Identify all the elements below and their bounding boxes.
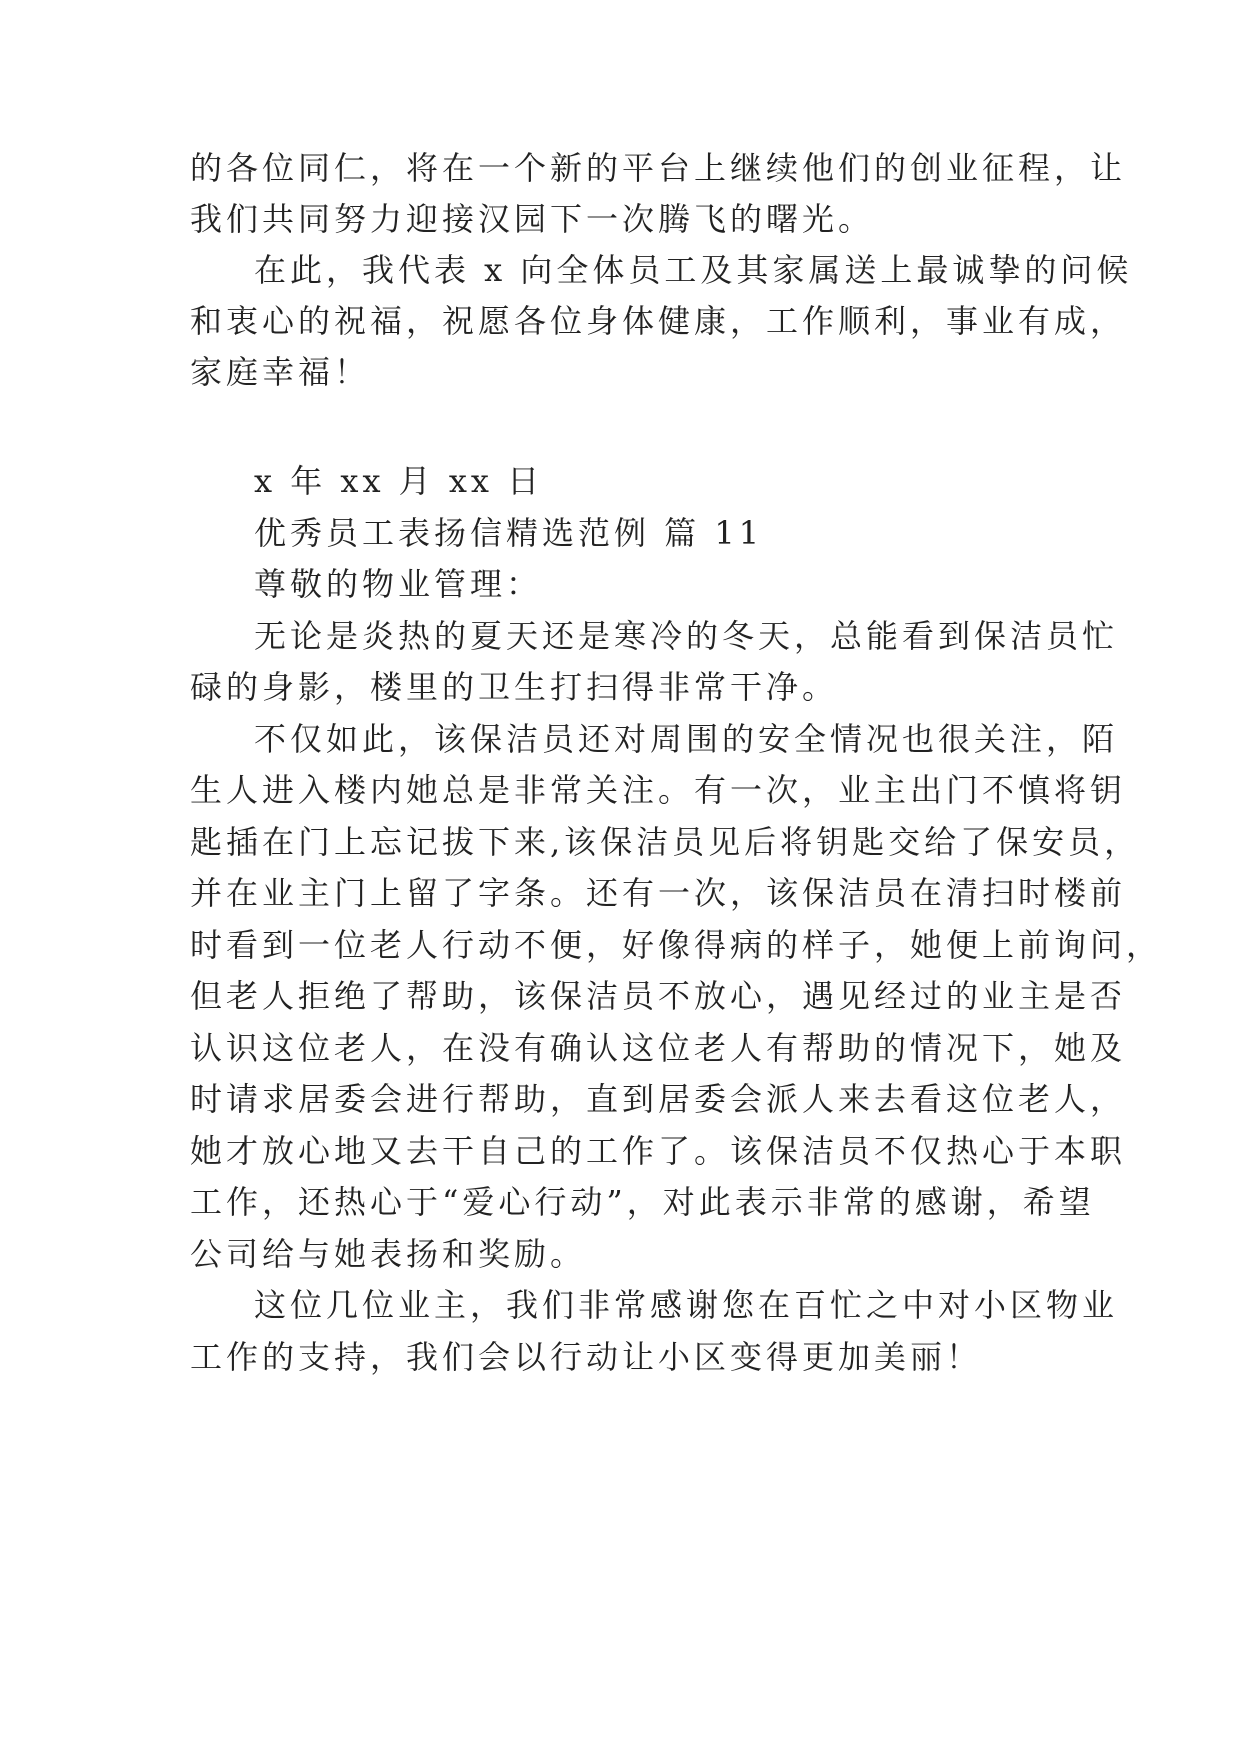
body-text-line: 碌的身影，楼里的卫生打扫得非常干净。 <box>190 668 839 706</box>
body-text-line: 工作，还热心于“爱心行动”，对此表示非常的感谢，希望 <box>190 1183 1095 1221</box>
body-text-line: 家庭幸福！ <box>190 353 371 391</box>
date-line: x 年 xx 月 xx 日 <box>254 462 544 500</box>
salutation: 尊敬的物业管理： <box>254 565 543 603</box>
body-text-line: 认识这位老人，在没有确认这位老人有帮助的情况下，她及 <box>190 1029 1127 1067</box>
body-text-line: 时看到一位老人行动不便，好像得病的样子，她便上前询问， <box>190 926 1163 964</box>
body-text-line: 我们共同努力迎接汉园下一次腾飞的曙光。 <box>190 200 875 238</box>
body-text-line: 这位几位业主，我们非常感谢您在百忙之中对小区物业 <box>254 1286 1119 1324</box>
body-text-line: 不仅如此，该保洁员还对周围的安全情况也很关注，陌 <box>254 720 1119 758</box>
body-text-line: 匙插在门上忘记拔下来,该保洁员见后将钥匙交给了保安员， <box>190 823 1141 861</box>
body-text-line: 在此，我代表 x 向全体员工及其家属送上最诚挚的问候 <box>254 251 1133 289</box>
body-text-line: 时请求居委会进行帮助，直到居委会派人来去看这位老人， <box>190 1080 1127 1118</box>
body-text-line: 但老人拒绝了帮助，该保洁员不放心，遇见经过的业主是否 <box>190 977 1127 1015</box>
body-text-line: 并在业主门上留了字条。还有一次，该保洁员在清扫时楼前 <box>190 874 1127 912</box>
body-text-line: 和衷心的祝福，祝愿各位身体健康，工作顺利，事业有成， <box>190 302 1127 340</box>
body-text-line: 公司给与她表扬和奖励。 <box>190 1235 587 1273</box>
body-text-line: 工作的支持，我们会以行动让小区变得更加美丽！ <box>190 1338 983 1376</box>
section-heading: 优秀员工表扬信精选范例 篇 11 <box>254 514 764 552</box>
body-text-line: 生人进入楼内她总是非常关注。有一次，业主出门不慎将钥 <box>190 771 1127 809</box>
body-text-line: 无论是炎热的夏天还是寒冷的冬天，总能看到保洁员忙 <box>254 617 1119 655</box>
body-text-line: 她才放心地又去干自己的工作了。该保洁员不仅热心于本职 <box>190 1132 1127 1170</box>
body-text-line: 的各位同仁，将在一个新的平台上继续他们的创业征程，让 <box>190 149 1127 187</box>
